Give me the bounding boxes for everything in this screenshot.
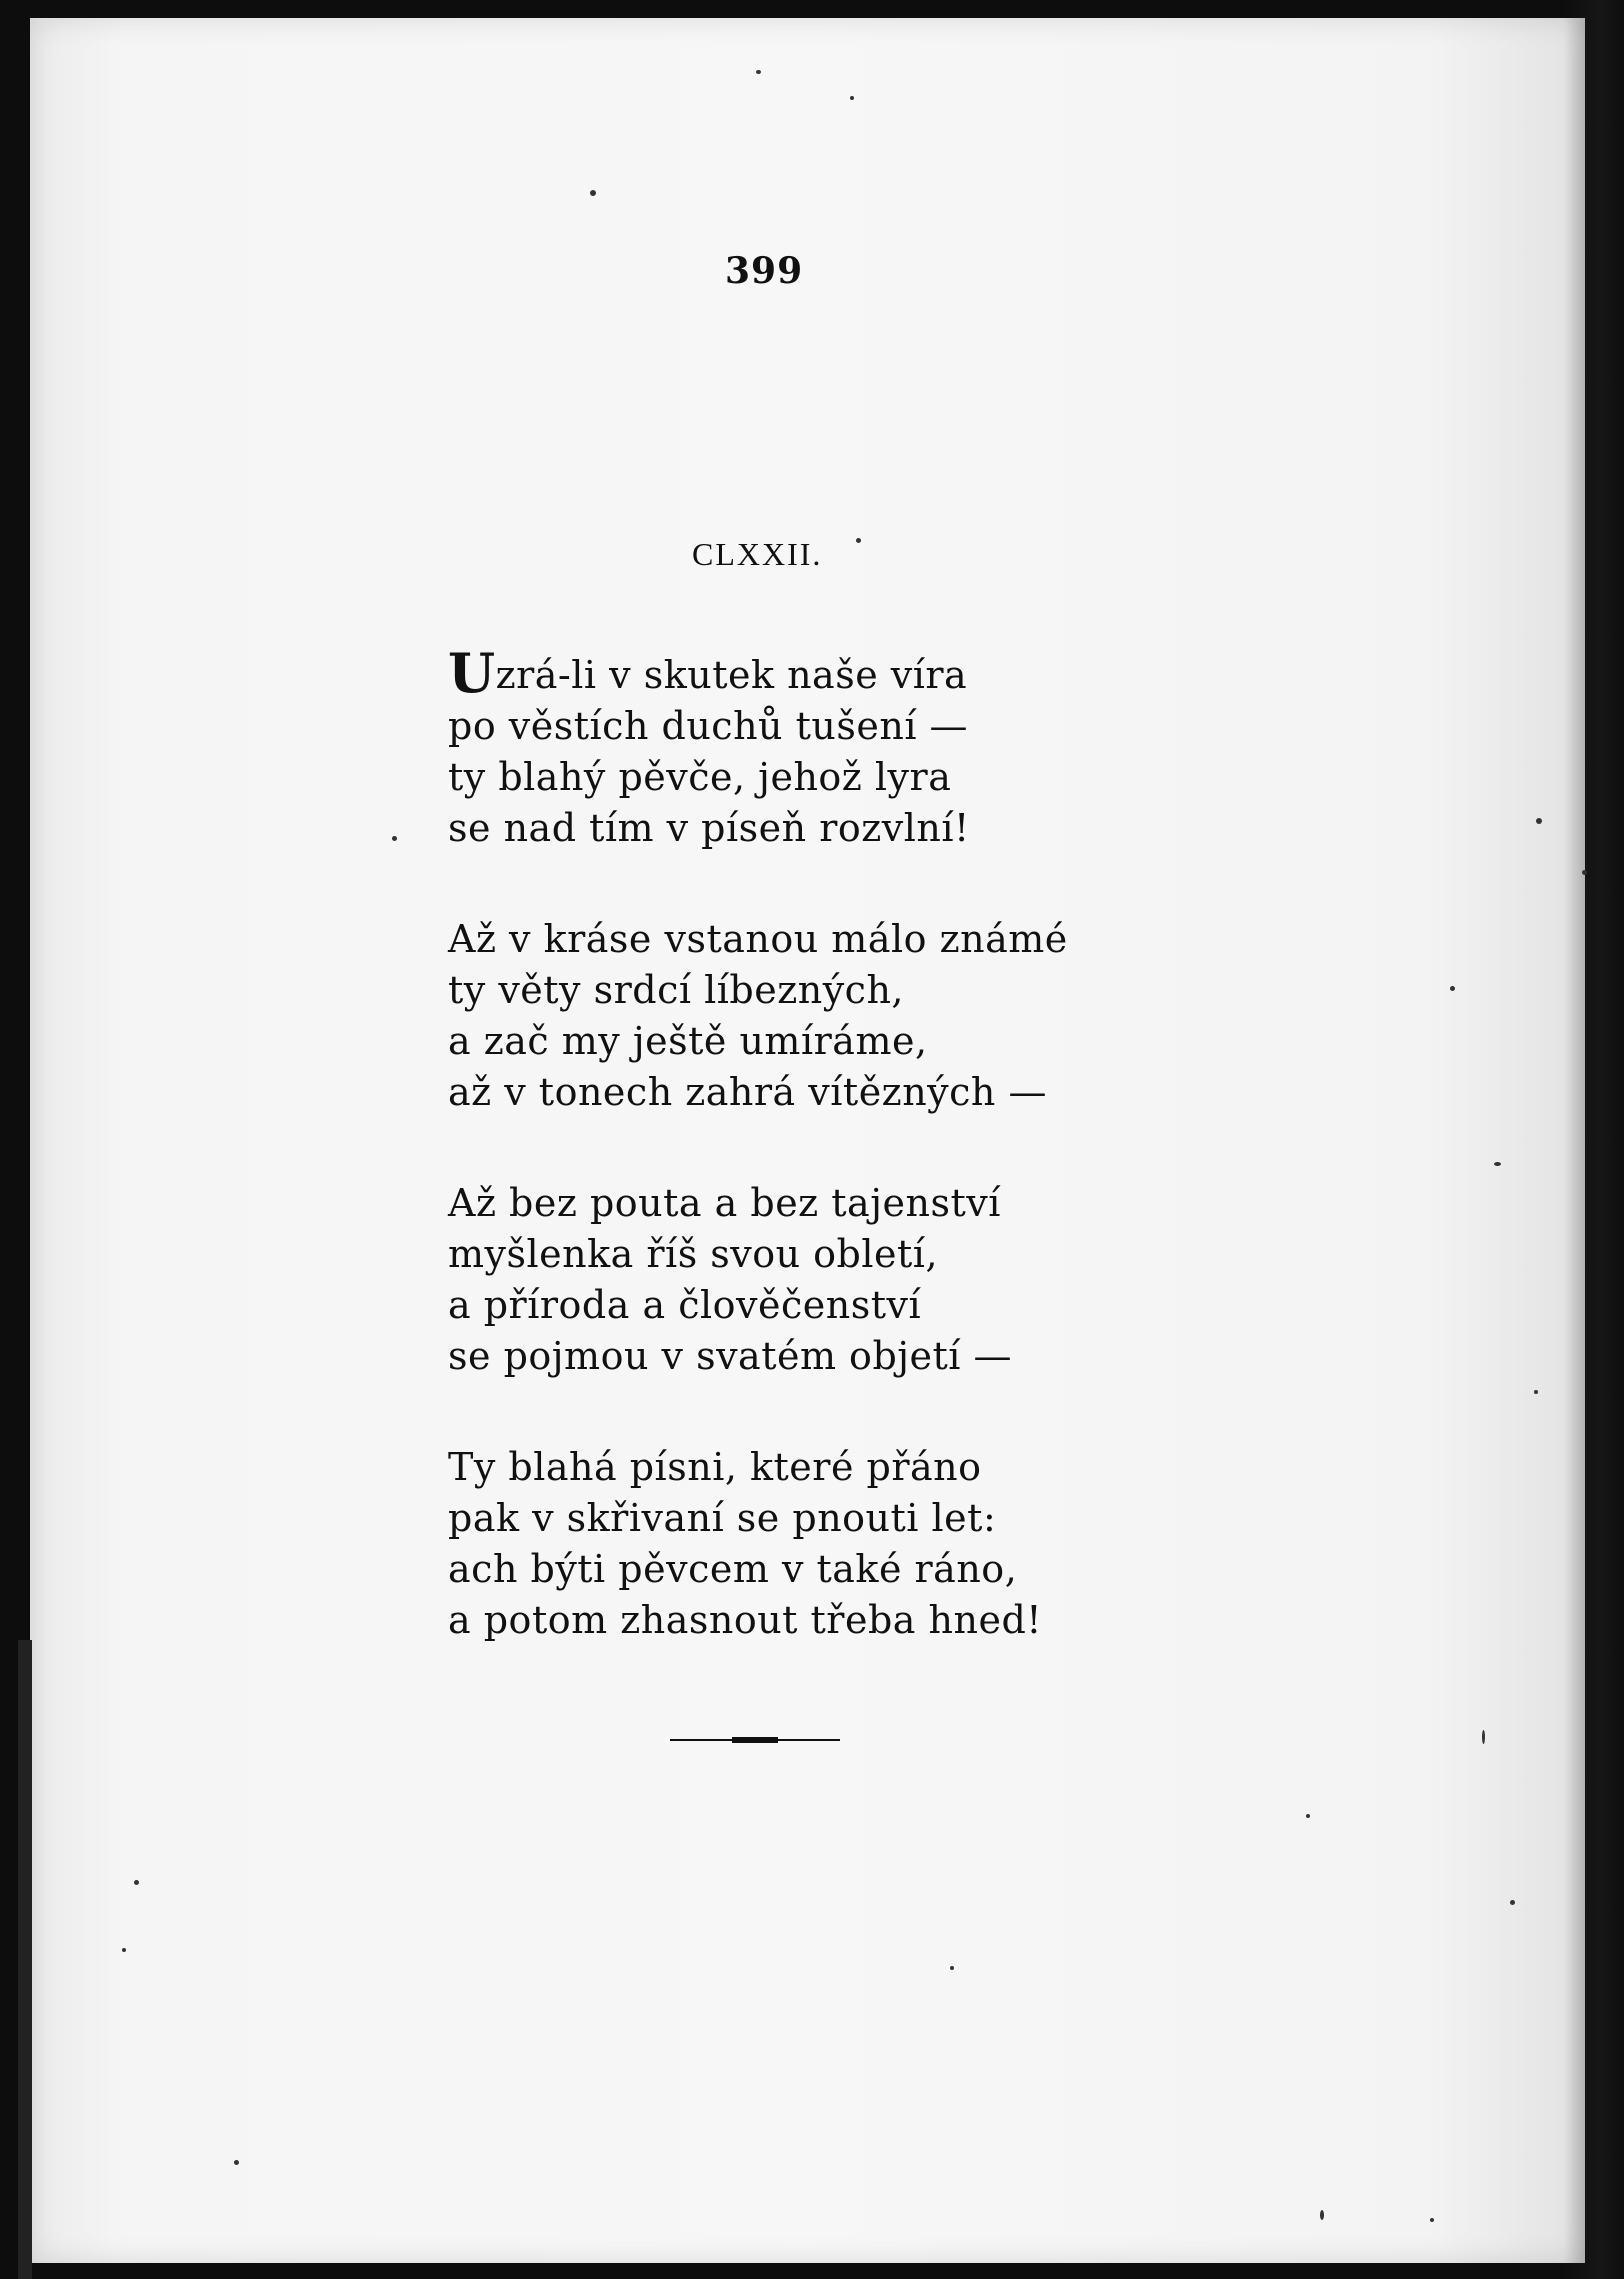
end-ornament-rule (670, 1736, 840, 1744)
poem-line: ty věty srdcí líbezných, (448, 968, 905, 1012)
poem-line: se pojmou v svatém objetí — (448, 1334, 1013, 1378)
book-page (30, 18, 1585, 2263)
stanza-2 (448, 914, 1148, 1118)
scan-speck (590, 190, 596, 196)
scan-speck (392, 836, 397, 841)
poem-line: myšlenka říš svou obletí, (448, 1232, 939, 1276)
page-number: 399 (725, 250, 804, 292)
poem-line: Ty blahá písni, které přáno (448, 1445, 982, 1489)
scan-speck (1430, 2218, 1434, 2222)
poem-line: ach býti pěvcem v také ráno, (448, 1547, 1018, 1591)
poem-line: ty blahý pěvče, jehož lyra (448, 755, 952, 799)
poem-line (448, 641, 1148, 705)
poem-line: až v tonech zahrá vítězných — (448, 1070, 1047, 1114)
poem (448, 641, 1148, 1706)
poem-line: Až bez pouta a bez tajenství (448, 1181, 1001, 1225)
scan-speck (950, 1966, 954, 1970)
poem-line: Až v kráse vstanou málo známé (448, 917, 1068, 961)
poem-line-text: zrá-li v skutek naše víra (495, 653, 968, 697)
scan-speck (234, 2160, 239, 2165)
scan-speck (850, 96, 854, 100)
scan-speck (1494, 1162, 1501, 1166)
stanza-4 (448, 1442, 1148, 1646)
scan-right-edge (1564, 0, 1624, 2279)
scan-speck (1306, 1814, 1310, 1818)
scan-left-edge (18, 1640, 32, 2279)
scan-speck (1450, 986, 1455, 991)
scan-speck (756, 70, 761, 74)
scan-speck (1534, 1390, 1538, 1394)
scan-speck (134, 1880, 139, 1885)
stanza-1 (448, 641, 1148, 854)
scan-speck (1320, 2210, 1324, 2220)
section-heading: CLXXII. (692, 536, 823, 572)
poem-line: a příroda a člověčenství (448, 1283, 922, 1327)
scan-speck (1482, 1730, 1485, 1744)
poem-line: a potom zhasnout třeba hned! (448, 1598, 1043, 1642)
scan-speck (1536, 818, 1542, 824)
poem-line: pak v skřivaní se pnouti let: (448, 1496, 997, 1540)
stanza-3 (448, 1178, 1148, 1382)
poem-line: se nad tím v píseň rozvlní! (448, 806, 970, 850)
poem-line: a zač my ještě umíráme, (448, 1019, 928, 1063)
drop-cap: U (448, 641, 496, 705)
scan-speck (1510, 1900, 1515, 1905)
scan-speck (122, 1948, 126, 1952)
poem-line: po věstích duchů tušení — (448, 704, 969, 748)
ornament-thick-bar (732, 1737, 778, 1743)
scan-speck (856, 538, 861, 543)
